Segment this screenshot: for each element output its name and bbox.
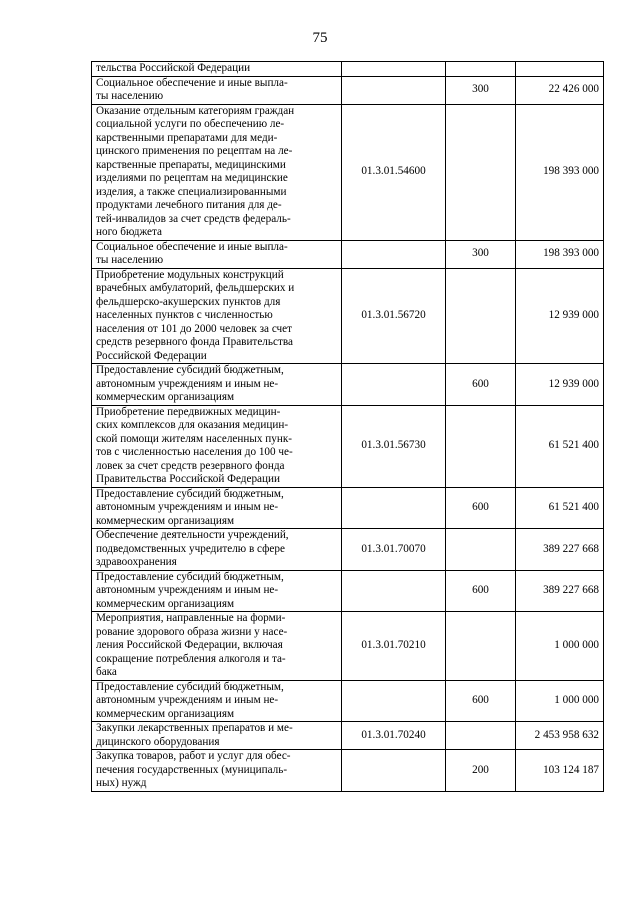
budget-table-body: [92, 62, 604, 792]
table-row: [92, 750, 604, 792]
row-code: [342, 487, 446, 529]
row-expense-type: [446, 62, 516, 77]
row-expense-type: [446, 529, 516, 571]
row-expense-type: [446, 612, 516, 681]
table-row: [92, 570, 604, 612]
row-name: Приобретение передвижных медицин- ских комплексов для оказания медицин- ской помощи жителям населенных пунк- тов с численностью населения до 100 че- ловек за счет средств резервного фонда Правительства Российской Федерации: [92, 405, 342, 487]
row-expense-type: 600: [446, 680, 516, 722]
row-amount: 1 000 000: [516, 612, 604, 681]
table-row: [92, 405, 604, 487]
table-row: [92, 487, 604, 529]
row-name: Предоставление субсидий бюджетным, автономным учреждениям и иным не- коммерческим организациям: [92, 680, 342, 722]
row-name: Предоставление субсидий бюджетным, автономным учреждениям и иным не- коммерческим организациям: [92, 364, 342, 406]
row-code: [342, 62, 446, 77]
row-expense-type: 300: [446, 76, 516, 104]
row-name: Социальное обеспечение и иные выпла- ты населению: [92, 76, 342, 104]
row-amount: 103 124 187: [516, 750, 604, 792]
row-name: Оказание отдельным категориям граждан социальной услуги по обеспечению ле- карственными препаратами для меди- цинского применения по рецептам на ле- карственные препараты, медицинскими изделиями по рецептам на медицинские изделия, а также специализированными продуктами лечебного питания для де- тей-инвалидов за счет средств федераль- ного бюджета: [92, 104, 342, 240]
table-row: [92, 612, 604, 681]
table-row: [92, 722, 604, 750]
row-amount: 61 521 400: [516, 405, 604, 487]
table-row: [92, 104, 604, 240]
table-row: [92, 529, 604, 571]
row-expense-type: 600: [446, 364, 516, 406]
row-name: Обеспечение деятельности учреждений, подведомственных учредителю в сфере здравоохранения: [92, 529, 342, 571]
row-amount: 61 521 400: [516, 487, 604, 529]
row-amount: 389 227 668: [516, 529, 604, 571]
row-name: Приобретение модульных конструкций врачебных амбулаторий, фельдшерских и фельдшерско-акушерских пунктов для населенных пунктов с численностью населения от 101 до 2000 человек за счет средств резервного фонда Правительства Российской Федерации: [92, 268, 342, 364]
row-expense-type: 600: [446, 487, 516, 529]
row-name: Закупки лекарственных препаратов и ме- дицинского оборудования: [92, 722, 342, 750]
row-amount: 12 939 000: [516, 268, 604, 364]
row-expense-type: 200: [446, 750, 516, 792]
row-name: Предоставление субсидий бюджетным, автономным учреждениям и иным не- коммерческим организациям: [92, 570, 342, 612]
row-name: Закупка товаров, работ и услуг для обес- печения государственных (муниципаль- ных) нужд: [92, 750, 342, 792]
row-expense-type: [446, 722, 516, 750]
row-expense-type: [446, 405, 516, 487]
table-row: [92, 268, 604, 364]
row-amount: [516, 62, 604, 77]
row-expense-type: [446, 268, 516, 364]
row-name: тельства Российской Федерации: [92, 62, 342, 77]
row-amount: 1 000 000: [516, 680, 604, 722]
row-amount: 389 227 668: [516, 570, 604, 612]
row-expense-type: [446, 104, 516, 240]
row-code: [342, 680, 446, 722]
row-code: 01.3.01.70210: [342, 612, 446, 681]
row-name: Предоставление субсидий бюджетным, автономным учреждениям и иным не- коммерческим организациям: [92, 487, 342, 529]
table-row: [92, 680, 604, 722]
row-code: [342, 76, 446, 104]
table-row: [92, 62, 604, 77]
table-row: [92, 240, 604, 268]
row-code: 01.3.01.56730: [342, 405, 446, 487]
row-name: Социальное обеспечение и иные выпла- ты населению: [92, 240, 342, 268]
row-amount: 22 426 000: [516, 76, 604, 104]
row-code: [342, 750, 446, 792]
row-code: 01.3.01.70070: [342, 529, 446, 571]
page-number: 75: [312, 30, 328, 46]
row-code: 01.3.01.54600: [342, 104, 446, 240]
table-row: [92, 364, 604, 406]
budget-table: [91, 61, 604, 792]
row-amount: 198 393 000: [516, 104, 604, 240]
row-name: Мероприятия, направленные на форми- рование здорового образа жизни у насе- ления Российской Федерации, включая сокращение потребления алкоголя и та- бака: [92, 612, 342, 681]
row-amount: 198 393 000: [516, 240, 604, 268]
row-code: 01.3.01.56720: [342, 268, 446, 364]
row-expense-type: 600: [446, 570, 516, 612]
row-code: 01.3.01.70240: [342, 722, 446, 750]
row-expense-type: 300: [446, 240, 516, 268]
row-code: [342, 240, 446, 268]
row-amount: 12 939 000: [516, 364, 604, 406]
row-code: [342, 570, 446, 612]
row-amount: 2 453 958 632: [516, 722, 604, 750]
row-code: [342, 364, 446, 406]
table-row: [92, 76, 604, 104]
